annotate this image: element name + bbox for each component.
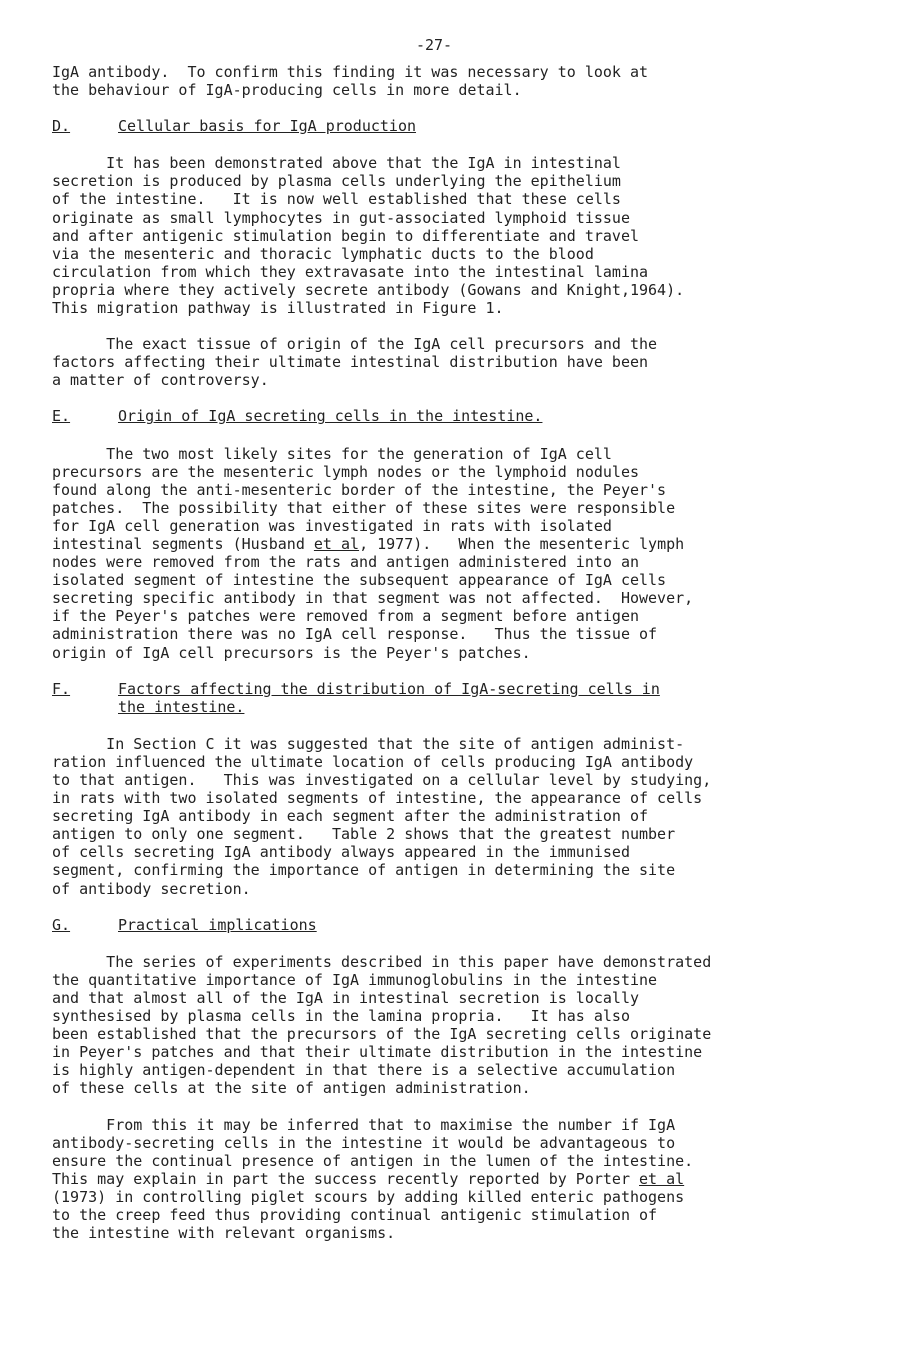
text-line: (1973) in controlling piglet scours by adding killed enteric pathogens <box>52 1187 685 1206</box>
text-line: intestinal segments (Husband et al, 1977). When the mesenteric lymph <box>52 534 685 553</box>
section-title: Origin of IgA secreting cells in the intestine. <box>118 407 543 426</box>
section-g <box>52 916 872 1243</box>
text-line: The series of experiments described in this paper have demonstrated <box>52 952 712 971</box>
text-line: in rats with two isolated segments of intestine, the appearance of cells <box>52 789 703 808</box>
document-body <box>52 63 872 1260</box>
text-line: circulation from which they extravasate into the intestinal lamina <box>52 262 649 281</box>
text-line: In Section C it was suggested that the site of antigen administ- <box>52 734 685 753</box>
text-line: isolated segment of intestine the subsequent appearance of IgA cells <box>52 571 667 590</box>
text-line: antibody-secreting cells in the intestine it would be advantageous to <box>52 1133 676 1152</box>
section-heading <box>52 680 872 716</box>
page-number: -27- <box>415 36 453 54</box>
section-heading <box>52 117 872 135</box>
text-line: precursors are the mesenteric lymph nodes or the lymphoid nodules <box>52 462 639 481</box>
text-line: propria where they actively secrete antibody (Gowans and Knight,1964). <box>52 280 685 299</box>
text-line: for IgA cell generation was investigated in rats with isolated <box>52 516 612 535</box>
text-line: segment, confirming the importance of antigen in determining the site <box>52 861 676 880</box>
section-title: Practical implications <box>118 915 317 934</box>
text-line: It has been demonstrated above that the IgA in intestinal <box>52 154 621 173</box>
section-heading <box>52 407 872 425</box>
text-line: secretion is produced by plasma cells underlying the epithelium <box>52 172 621 191</box>
text-line: synthesised by plasma cells in the lamina propria. It has also <box>52 1007 630 1026</box>
text-line: originate as small lymphocytes in gut-associated lymphoid tissue <box>52 208 630 227</box>
paragraph <box>52 154 872 317</box>
section-letter: D. <box>52 117 71 136</box>
text-line: if the Peyer's patches were removed from a segment before antigen <box>52 607 639 626</box>
text-line: found along the anti-mesenteric border of the intestine, the Peyer's <box>52 480 667 499</box>
text-line: The exact tissue of origin of the IgA cell precursors and the <box>52 335 658 354</box>
text-line: via the mesenteric and thoracic lymphatic ducts to the blood <box>52 244 594 263</box>
text-line: administration there was no IgA cell response. Thus the tissue of <box>52 625 658 644</box>
text-line: of these cells at the site of antigen administration. <box>52 1079 531 1098</box>
text-line: in Peyer's patches and that their ultimate distribution in the intestine <box>52 1043 703 1062</box>
text-line: The two most likely sites for the generation of IgA cell <box>52 444 612 463</box>
text-line: of cells secreting IgA antibody always appeared in the immunised <box>52 843 630 862</box>
text-line: the behaviour of IgA-producing cells in more detail. <box>52 81 522 100</box>
text-line: been established that the precursors of the IgA secreting cells originate <box>52 1025 712 1044</box>
text-line: patches. The possibility that either of these sites were responsible <box>52 498 676 517</box>
text-line: the intestine with relevant organisms. <box>52 1224 396 1243</box>
section-f <box>52 680 872 898</box>
text-line: is highly antigen-dependent in that there is a selective accumulation <box>52 1061 676 1080</box>
section-letter: E. <box>52 407 71 426</box>
intro-paragraph <box>52 63 872 99</box>
paragraph <box>52 735 872 898</box>
section-d <box>52 117 872 389</box>
paragraph <box>52 1116 872 1243</box>
text-line: ensure the continual presence of antigen in the lumen of the intestine. <box>52 1151 694 1170</box>
text-line: factors affecting their ultimate intestinal distribution have been <box>52 353 649 372</box>
section-title: Cellular basis for IgA production <box>118 117 417 136</box>
text-line: and that almost all of the IgA in intestinal secretion is locally <box>52 988 639 1007</box>
section-letter: F. <box>52 679 71 698</box>
text-line: This migration pathway is illustrated in Figure 1. <box>52 299 504 318</box>
text-line: secreting IgA antibody in each segment after the administration of <box>52 807 649 826</box>
text-line: a matter of controversy. <box>52 371 269 390</box>
section-letter: G. <box>52 915 71 934</box>
text-line: IgA antibody. To confirm this finding it was necessary to look at <box>52 63 649 81</box>
section-heading <box>52 916 872 934</box>
section-e <box>52 407 872 661</box>
text-line: and after antigenic stimulation begin to differentiate and travel <box>52 226 639 245</box>
section-title: the intestine. <box>118 697 245 716</box>
text-line: This may explain in part the success recently reported by Porter et al <box>52 1169 685 1188</box>
text-line: ration influenced the ultimate location of cells producing IgA antibody <box>52 752 694 771</box>
text-line: secreting specific antibody in that segment was not affected. However, <box>52 589 694 608</box>
text-line: to the creep feed thus providing continual antigenic stimulation of <box>52 1205 658 1224</box>
section-title: Factors affecting the distribution of IgA-secreting cells in <box>118 679 660 698</box>
paragraph <box>52 953 872 1098</box>
text-line: the quantitative importance of IgA immunoglobulins in the intestine <box>52 970 658 989</box>
text-line: of the intestine. It is now well established that these cells <box>52 190 621 209</box>
text-line: origin of IgA cell precursors is the Peyer's patches. <box>52 643 531 662</box>
text-line: to that antigen. This was investigated on a cellular level by studying, <box>52 771 712 789</box>
text-line: nodes were removed from the rats and antigen administered into an <box>52 553 639 572</box>
text-line: From this it may be inferred that to maximise the number if IgA <box>52 1115 676 1134</box>
paragraph <box>52 335 872 389</box>
text-line: of antibody secretion. <box>52 879 251 898</box>
paragraph <box>52 445 872 662</box>
text-line: antigen to only one segment. Table 2 shows that the greatest number <box>52 825 676 844</box>
